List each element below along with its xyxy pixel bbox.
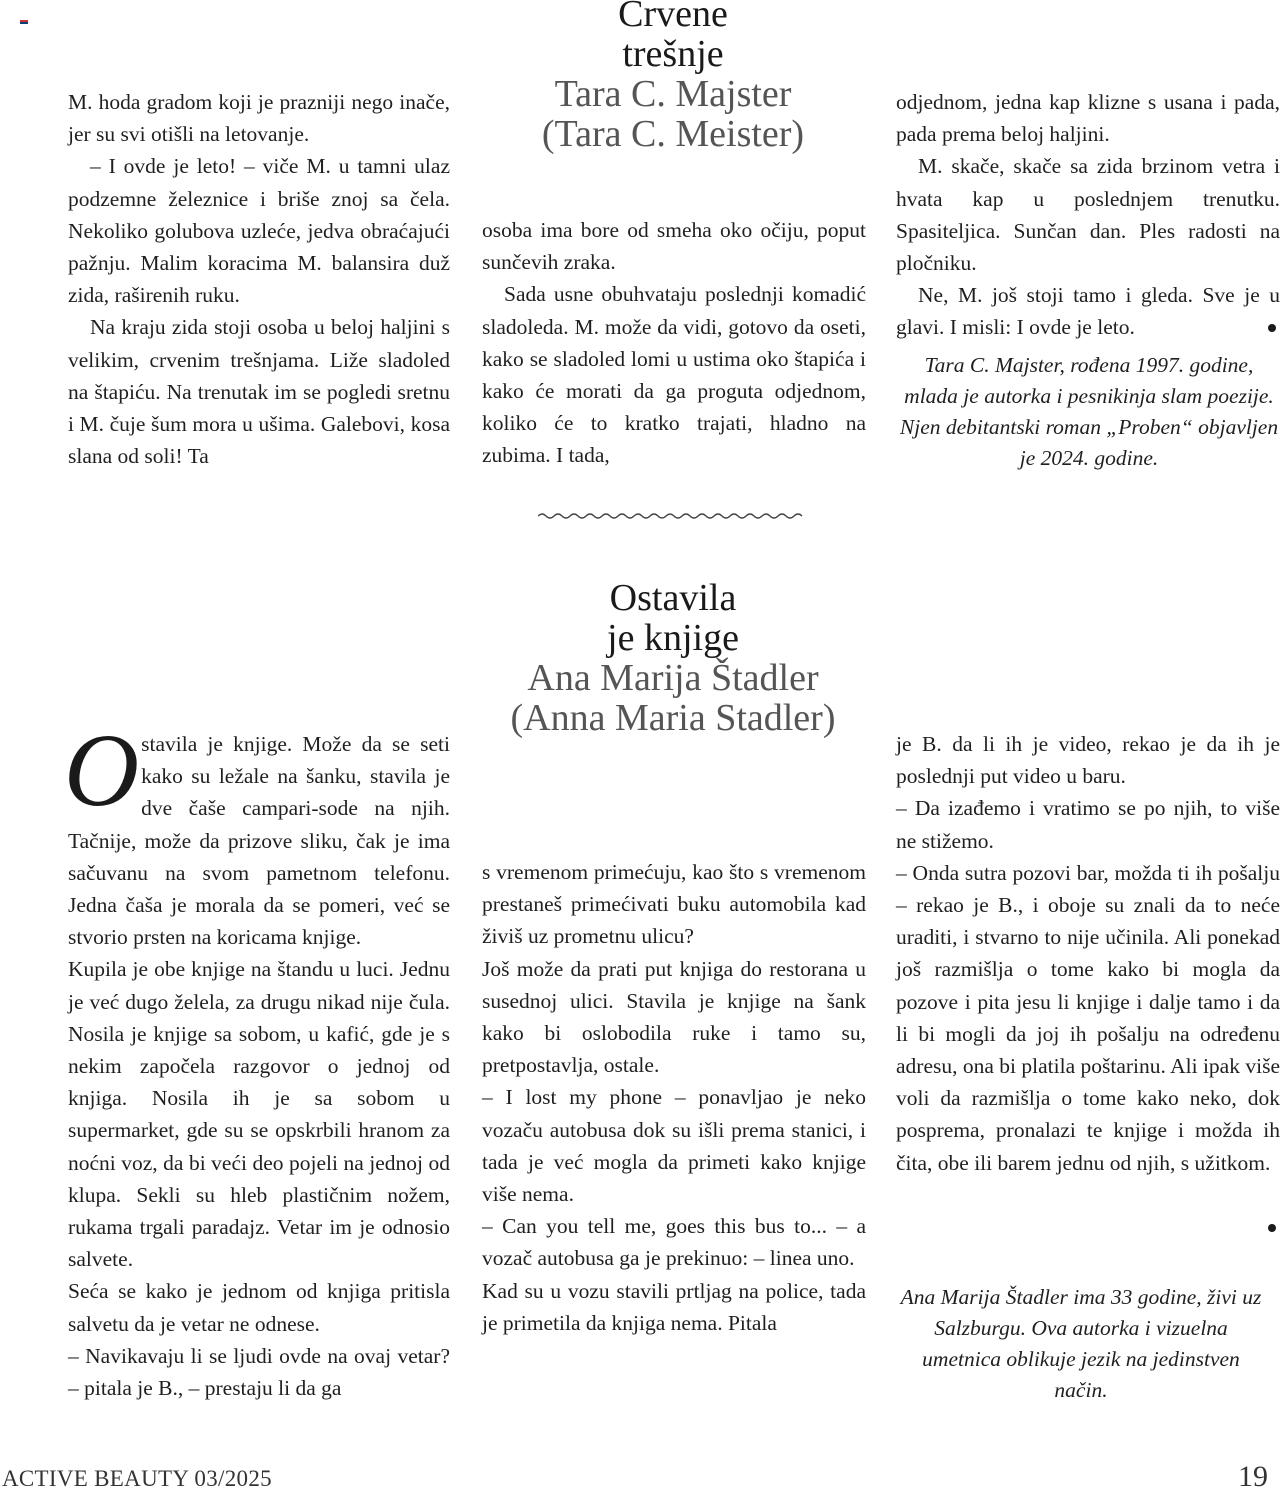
story1-column-middle [482, 214, 866, 472]
story2-title-line2: je knjige [607, 617, 739, 659]
story2-column-right [896, 728, 1280, 1179]
paragraph: – I lost my phone – ponavljao je neko vozaču autobusa dok su išli prema stanici, i tada je već mogla da primeti kako knjige više nema. [482, 1085, 866, 1207]
story2-author-line1: Ana Marija Štadler [527, 657, 819, 699]
story2-column-left [64, 713, 450, 1404]
magazine-issue: ACTIVE BEAUTY 03/2025 [2, 1466, 272, 1491]
page-number: 19 [1238, 1460, 1268, 1493]
paragraph: – Navikavaju li se ljudi ovde na ovaj vetar? – pitala je B., – prestaju li da ga [68, 1343, 450, 1401]
paragraph: – Onda sutra pozovi bar, možda ti ih pošalju – rekao je B., i oboje su znali da to neće uraditi, i stvarno to nije učinila. Ali ponekad još razmišlja o tome kako bi mogla da pozove i pita jesu li knjige i dalje tamo i da li bi mogli da joj ih pošalju na određenu adresu, ona bi platila poštarinu. Ali ipak više voli da razmišlja o tome kako neko, dok posprema, pronalazi te knjige i možda ih čita, obe ili barem jednu od njih, s užitkom. [896, 860, 1280, 1175]
paragraph: – Can you tell me, goes this bus to... – a vozač autobusa ga je prekinuo: – linea uno. [482, 1214, 866, 1271]
story1-title-line1: Crvene [618, 0, 728, 35]
paragraph: – I ovde je leto! – viče M. u tamni ulaz podzemne železnice i briše znoj sa čela. Nekoliko golubova uzleće, jedva obraćajući pažnju. Malim koracima M. balansira duž zida, raširenih ruku. [68, 154, 450, 308]
paragraph: s vremenom primećuju, kao što s vremenom prestaneš primećivati buku automobila kad živiš uz prometnu ulicu? [482, 860, 866, 949]
paragraph: Sada usne obuhvataju poslednji komadić sladoleda. M. može da vidi, gotovo da oseti, kako se sladoled lomi u ustima oko štapića i kako će morati da ga proguta odjednom, koliko će to kratko trajati, hladno na zubima. I tada, [482, 282, 866, 468]
story2-author-line2: (Anna Maria Stadler) [510, 697, 836, 739]
wavy-divider [538, 508, 804, 524]
story2-heading [440, 578, 906, 738]
story1-title-line2: trešnje [622, 33, 724, 75]
story1-author-bio: Tara C. Majster, rođena 1997. godine, mlada je autorka i pesnikinja slam poezije. Njen debitantski roman „Proben“ objavljen je 2024. godine. [899, 353, 1279, 470]
story2-column-middle [482, 856, 866, 1339]
paragraph: je B. da li ih je video, rekao je da ih je poslednji put video u baru. [896, 732, 1280, 789]
paragraph: M. skače, skače sa zida brzinom vetra i hvata kap u poslednjem trenutku. Spasiteljica. Sunčan dan. Ples radosti na pločniku. [896, 154, 1280, 276]
drop-cap: O [64, 713, 140, 828]
story1-author-line2: (Tara C. Meister) [541, 113, 805, 155]
paragraph: Seća se kako je jednom od knjiga pritisla salvetu da je vetar ne odnese. [68, 1279, 450, 1336]
story1-heading [440, 0, 906, 154]
paragraph: Kupila je obe knjige na štandu u luci. Jednu je već dugo želela, za drugu nikad nije čula. Nosila je knjige sa sobom, u kafić, gde je s nekim započela razgovor o jednoj od knjiga. Nosila ih je sa sobom u supermarket, gde su se opskrbili hranom za noćni voz, da bi veći deo pojeli na jednoj od klupa. Sekli su hleb plastičnim nožem, rukama trgali paradajz. Vetar im je odnosio salvete. [68, 957, 450, 1272]
paragraph: Ne, M. još stoji tamo i gleda. Sve je u glavi. I misli: I ovde je leto. [896, 283, 1280, 340]
story2-title-line1: Ostavila [609, 577, 737, 619]
paragraph: Još može da prati put knjiga do restorana u susednoj ulici. Stavila je knjige na šank kako bi oslobodila ruke i tamo su, pretpostavlja, ostale. [482, 956, 866, 1078]
paragraph: M. hoda gradom koji je prazniji nego inače, jer su svi otišli na letovanje. [68, 90, 450, 147]
story1-column-left [68, 86, 450, 472]
serbian-flag-icon [20, 20, 28, 26]
story2-author-bio: Ana Marija Štadler ima 33 godine, živi uz Salzburgu. Ova autorka i vizuelna umetnica oblikuje jezik na jedinstven način. [900, 1285, 1262, 1402]
paragraph [64, 713, 450, 953]
story1-column-right [896, 86, 1280, 344]
paragraph-text: stavila je knjige. Može da se seti kako su ležale na šanku, stavila je dve čaše campari-sode na njih. Tačnije, može da prizove sliku, čak je ima sačuvanu na svom pametnom telefonu. Jedna čaša je morala da se pomeri, već se stvorio prsten na koricama knjige. [68, 732, 450, 950]
end-mark-icon [1268, 324, 1276, 332]
paragraph: odjednom, jedna kap klizne s usana i pada, pada prema beloj haljini. [896, 90, 1280, 147]
paragraph: Kad su u vozu stavili prtljag na police, tada je primetila da knjiga nema. Pitala [482, 1278, 866, 1335]
story1-author-line1: Tara C. Majster [554, 73, 792, 115]
paragraph: Na kraju zida stoji osoba u beloj haljini s velikim, crvenim trešnjama. Liže sladoled na štapiću. Na trenutak im se pogledi sretnu i M. čuje šum mora u ušima. Galebovi, kosa slana od soli! Ta [68, 315, 450, 469]
paragraph: osoba ima bore od smeha oko očiju, poput sunčevih zraka. [482, 218, 866, 275]
paragraph: – Da izađemo i vratimo se po njih, to više ne stižemo. [896, 796, 1280, 853]
end-mark-icon [1268, 1224, 1276, 1232]
